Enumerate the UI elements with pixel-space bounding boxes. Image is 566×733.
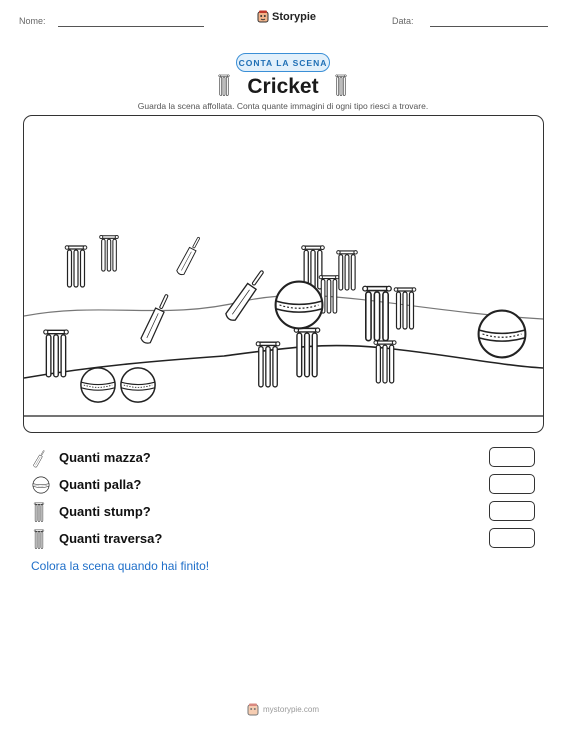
answer-box-bats[interactable] (489, 447, 535, 467)
page-title: Cricket (247, 75, 319, 98)
scene-stumps (294, 328, 320, 377)
scene-stumps (65, 246, 87, 287)
scene-stumps (337, 251, 358, 290)
answer-box-balls[interactable] (489, 474, 535, 494)
name-field[interactable] (58, 26, 204, 27)
scene-bat (140, 293, 172, 345)
site-url[interactable]: mystorypie.com (262, 705, 319, 714)
question-text: Quanti palla? (59, 477, 142, 492)
scene-stumps (394, 288, 416, 329)
scene-stumps (100, 235, 119, 271)
brand-logo (257, 10, 316, 23)
scene-canvas (24, 116, 543, 432)
scene-bat (176, 236, 203, 276)
question-row (30, 446, 536, 468)
brand-name: Storypie (272, 10, 317, 23)
scene-stumps (44, 330, 69, 377)
scene-stumps (256, 342, 280, 387)
name-label: Nome: (19, 16, 46, 26)
stumps-icon (218, 74, 230, 96)
counting-scene (23, 115, 544, 433)
site-footer (0, 703, 566, 716)
scene-ball (479, 311, 526, 358)
question-text: Quanti traversa? (59, 531, 163, 546)
scene-stumps (374, 341, 396, 383)
scene-ball (276, 282, 323, 329)
stumps-icon (33, 502, 45, 522)
instructions: Guarda la scena affollata. Conta quante immagini di ogni tipo riesci a trovare. (137, 101, 429, 111)
question-text: Quanti mazza? (59, 450, 151, 465)
date-label: Data: (392, 16, 414, 26)
question-row (30, 527, 536, 549)
answer-box-stumps[interactable] (489, 501, 535, 521)
answer-box-bails[interactable] (489, 528, 535, 548)
coloring-note: Colora la scena quando hai finito! (31, 559, 210, 573)
question-row (30, 500, 536, 522)
ball-icon (32, 476, 50, 494)
scene-ball (121, 368, 155, 402)
bat-icon (33, 448, 47, 468)
bails-icon (33, 529, 45, 549)
stumps-icon (335, 74, 347, 96)
scene-ball (81, 368, 115, 402)
activity-badge: CONTA LA SCENA (236, 53, 330, 72)
question-row (30, 473, 536, 495)
scene-bat (224, 268, 267, 322)
storypie-logo-icon (257, 10, 269, 23)
storypie-logo-icon (247, 703, 259, 716)
scene-stumps (363, 286, 391, 340)
question-text: Quanti stump? (59, 504, 151, 519)
date-field[interactable] (430, 26, 548, 27)
